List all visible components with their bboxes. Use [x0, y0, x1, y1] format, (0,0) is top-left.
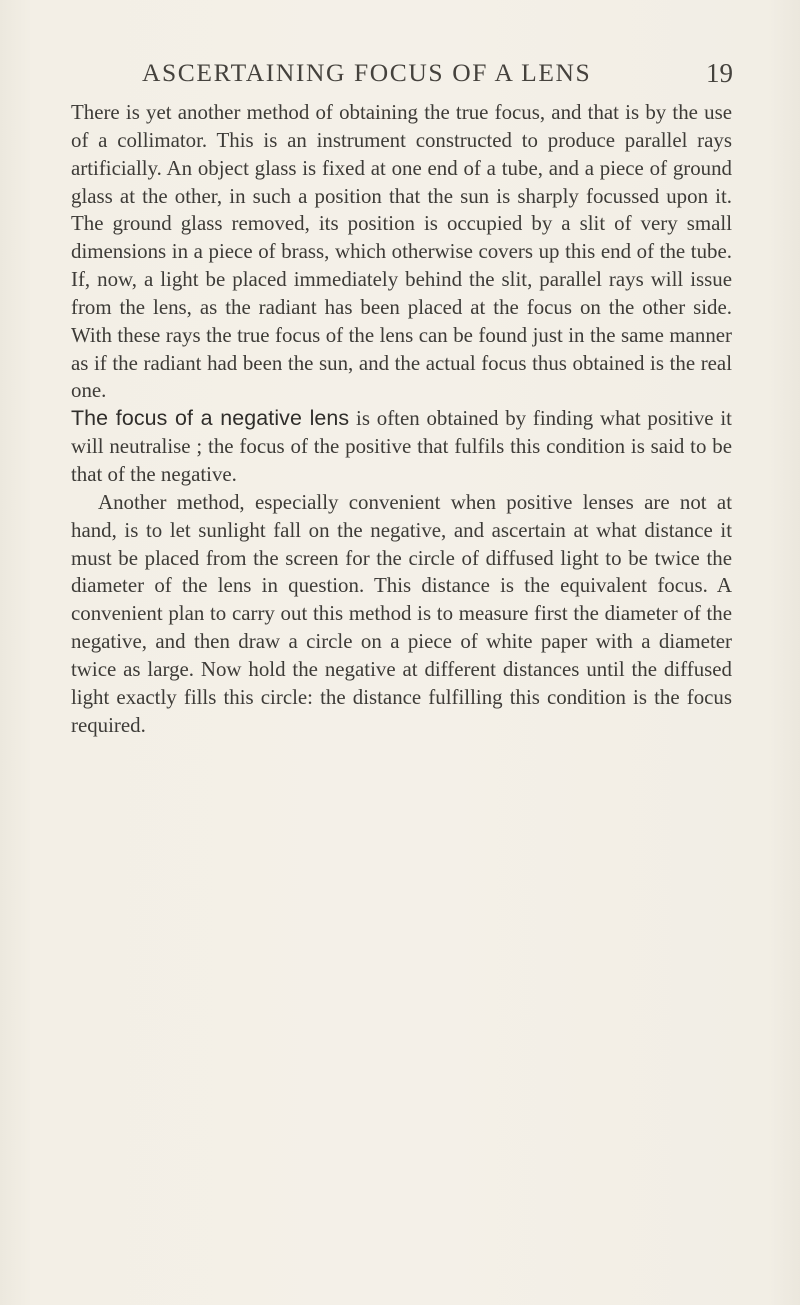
running-title: ASCERTAINING FOCUS OF A LENS [142, 58, 592, 87]
body-text [71, 99, 732, 739]
paragraph-negative-lens [71, 405, 732, 489]
page-header [0, 58, 800, 88]
page-number: 19 [706, 58, 733, 88]
section-lead-negative-lens: The focus of a negative lens [71, 406, 350, 431]
paragraph-sunlight-method: Another method, especially convenient when positive lenses are not at hand, is to let sunlight fall on the negative, and ascertain at what distance it must be placed from the screen for the circle of diffused light to be twice the diameter of the lens in question. This distance is the equivalent focus. A convenient plan to carry out this method is to measure first the diameter of the negative, and then draw a circle on a piece of white paper with a diameter twice as large. Now hold the negative at different distances until the diffused light exactly fills this circle: the distance fulfilling this condition is the focus required. [71, 489, 732, 737]
paragraph-collimator: There is yet another method of obtaining the true focus, and that is by the use of a collimator. This is an instrument constructed to produce parallel rays artificially. An object glass is fixed at one end of a tube, and a piece of ground glass at the other, in such a position that the sun is sharply focussed upon it. The ground glass removed, its position is occupied by a slit of very small dimensions in a piece of brass, which otherwise covers up this end of the tube. If, now, a light be placed immediately behind the slit, parallel rays will issue from the lens, as the radiant has been placed at the focus on the other side. With these rays the true focus of the lens can be found just in the same manner as if the radiant had been the sun, and the actual focus thus obtained is the real one. [71, 100, 732, 403]
paragraph-negative-lens-text: is often obtained by finding what positive it will neutralise ; the focus of the positive that fulfils this condition is said to be that of the negative. [71, 406, 732, 486]
